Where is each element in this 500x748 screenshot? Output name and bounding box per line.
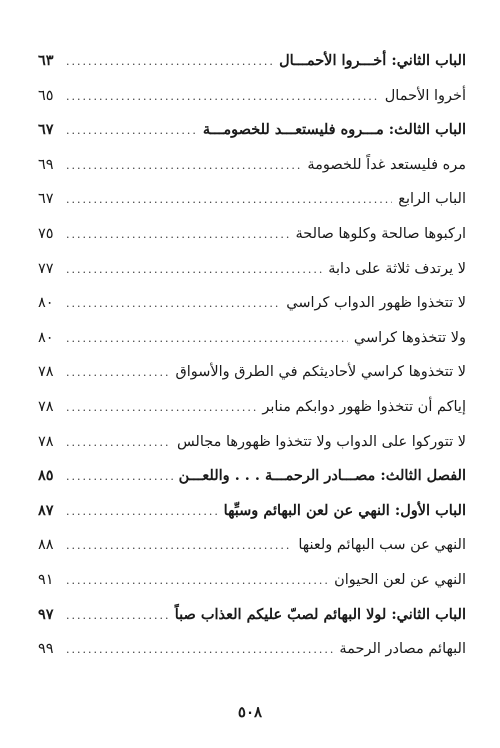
toc-entry-title: لا تتخذوا ظهور الدواب كراسي — [286, 295, 466, 312]
dot-leader — [66, 495, 218, 530]
dot-leader — [66, 356, 169, 391]
dot-leader — [66, 460, 173, 495]
dot-leader — [66, 529, 292, 564]
toc-entry — [38, 182, 466, 217]
toc-entry-page: ٨٠ — [38, 329, 54, 346]
toc-entry-title: مره فليستعد غداً للخصومة — [307, 156, 466, 173]
toc-entry-page: ٦٧ — [38, 121, 54, 139]
toc-entry — [38, 321, 466, 356]
dot-leader — [66, 633, 333, 668]
toc-entry-title: الباب الرابع — [398, 191, 466, 208]
toc-entry-title: لا تتوركوا على الدواب ولا تتخذوا ظهورها مجالس — [176, 433, 466, 450]
toc-entry — [38, 217, 466, 252]
toc-entry-page: ٦٥ — [38, 87, 54, 104]
toc-entry-page: ٧٨ — [38, 433, 54, 450]
toc-entry — [38, 459, 466, 494]
dot-leader — [66, 287, 280, 322]
toc-entry-page: ٩١ — [38, 571, 54, 588]
toc-entry-title: الباب الأول: النهي عن لعن البهائم وسبِّها — [223, 501, 466, 519]
toc-entry-page: ٦٧ — [38, 191, 54, 208]
toc-entry — [38, 79, 466, 114]
toc-entry — [38, 598, 466, 633]
toc-entry-page: ٧٨ — [38, 398, 54, 415]
toc-entry-title: أخروا الأحمال — [384, 87, 466, 104]
dot-leader — [66, 149, 301, 184]
toc-entry-title: إياكم أن تتخذوا ظهور دوابكم منابر — [262, 398, 466, 415]
toc-entry-title: الباب الثاني: أخـــروا الأحمـــال — [279, 52, 466, 69]
toc-entry — [38, 425, 466, 460]
dot-leader — [66, 322, 348, 357]
toc-entry-title: لا يرتدف ثلاثة على دابة — [328, 260, 466, 277]
toc-entry — [38, 355, 466, 390]
dot-leader — [66, 80, 379, 115]
toc-entry — [38, 44, 466, 79]
toc-entry — [38, 528, 466, 563]
toc-entry-title: النهي عن لعن الحيوان — [334, 571, 466, 588]
toc-entry-title: اركبوها صالحة وكلوها صالحة — [295, 225, 466, 242]
dot-leader — [66, 218, 289, 253]
dot-leader — [66, 183, 392, 218]
dot-leader — [66, 45, 273, 80]
toc-entry-title: الباب الثاني: لولا البهائم لصبّ عليكم العذاب صباً — [174, 605, 466, 623]
toc-entry-title: لا تتخذوها كراسي لأحاديثكم في الطرق والأسواق — [175, 364, 466, 381]
toc-entry — [38, 563, 466, 598]
dot-leader — [66, 391, 256, 426]
toc-entry-page: ٩٩ — [38, 641, 54, 658]
toc-entry — [38, 148, 466, 183]
page-number: ٥٠٨ — [237, 703, 263, 721]
toc-entry-title: الباب الثالث: مـــروه فليستعـــد للخصومـــة — [202, 121, 466, 139]
toc-entry-page: ٧٥ — [38, 225, 54, 242]
table-of-contents — [38, 44, 466, 667]
toc-entry-page: ٨٥ — [38, 467, 54, 485]
toc-entry-page: ٩٧ — [38, 605, 54, 623]
toc-entry — [38, 286, 466, 321]
dot-leader — [66, 599, 169, 634]
toc-entry-page: ٨٧ — [38, 501, 54, 519]
toc-entry-page: ٧٨ — [38, 364, 54, 381]
toc-entry — [38, 113, 466, 148]
dot-leader — [66, 114, 197, 149]
toc-entry-page: ٦٩ — [38, 156, 54, 173]
toc-entry — [38, 632, 466, 667]
toc-entry-title: ولا تتخذوها كراسي — [353, 329, 466, 346]
dot-leader — [66, 564, 328, 599]
toc-entry — [38, 494, 466, 529]
toc-entry — [38, 252, 466, 287]
toc-entry-page: ٨٠ — [38, 295, 54, 312]
dot-leader — [66, 426, 171, 461]
toc-entry-title: النهي عن سب البهائم ولعنها — [298, 537, 466, 554]
toc-entry — [38, 390, 466, 425]
dot-leader — [66, 253, 322, 288]
toc-entry-page: ٨٨ — [38, 537, 54, 554]
toc-entry-title: البهائم مصادر الرحمة — [339, 641, 466, 658]
toc-entry-page: ٦٣ — [38, 52, 54, 69]
toc-entry-title: الفصل الثالث: مصـــادر الرحمـــة . . . واللعـــن — [178, 467, 466, 485]
toc-entry-page: ٧٧ — [38, 260, 54, 277]
